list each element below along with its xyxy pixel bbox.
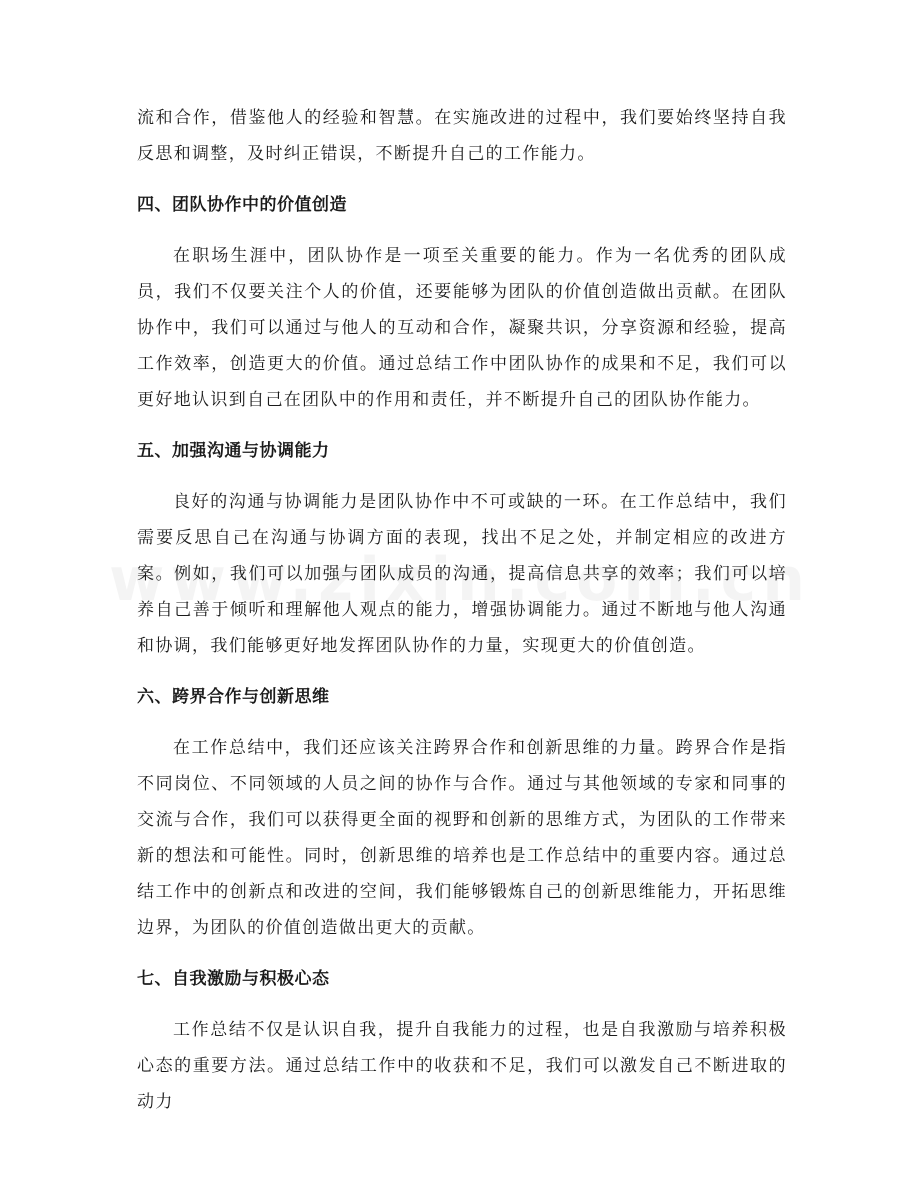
document-body: [137, 100, 787, 1120]
section-heading-7: 七、自我激励与积极心态: [137, 969, 330, 989]
section-paragraph-6: 在工作总结中，我们还应该关注跨界合作和创新思维的力量。跨界合作是指不同岗位、不同领域的人员之间的协作与合作。通过与其他领域的专家和同事的交流与合作，我们可以获得更全面的视野和创新的思维方式，为团队的工作带来新的想法和可能性。同时，创新思维的培养也是工作总结中的重要内容。通过总结工作中的创新点和改进的空间，我们能够锻炼自己的创新思维能力，开拓思维边界，为团队的价值创造做出更大的贡献。: [137, 738, 787, 938]
section-paragraph-4: 在职场生涯中，团队协作是一项至关重要的能力。作为一名优秀的团队成员，我们不仅要关注个人的价值，还要能够为团队的价值创造做出贡献。在团队协作中，我们可以通过与他人的互动和合作，凝聚共识，分享资源和经验，提高工作效率，创造更大的价值。通过总结工作中团队协作的成果和不足，我们可以更好地认识到自己在团队中的作用和责任，并不断提升自己的团队协作能力。: [137, 246, 787, 410]
section-paragraph-5: 良好的沟通与协调能力是团队协作中不可或缺的一环。在工作总结中，我们需要反思自己在沟通与协调方面的表现，找出不足之处，并制定相应的改进方案。例如，我们可以加强与团队成员的沟通，提高信息共享的效率；我们可以培养自己善于倾听和理解他人观点的能力，增强协调能力。通过不断地与他人沟通和协调，我们能够更好地发挥团队协作的力量，实现更大的价值创造。: [137, 492, 787, 656]
section-paragraph-7: 工作总结不仅是认识自我，提升自我能力的过程，也是自我激励与培养积极心态的重要方法。通过总结工作中的收获和不足，我们可以激发自己不断进取的动力: [137, 1020, 787, 1112]
section-heading-6: 六、跨界合作与创新思维: [137, 687, 330, 707]
section-heading-4: 四、团队协作中的价值创造: [137, 195, 347, 215]
section-heading-5: 五、加强沟通与协调能力: [137, 441, 330, 461]
paragraph-continuation: 流和合作，借鉴他人的经验和智慧。在实施改进的过程中，我们要始终坚持自我反思和调整，及时纠正错误，不断提升自己的工作能力。: [137, 108, 787, 164]
